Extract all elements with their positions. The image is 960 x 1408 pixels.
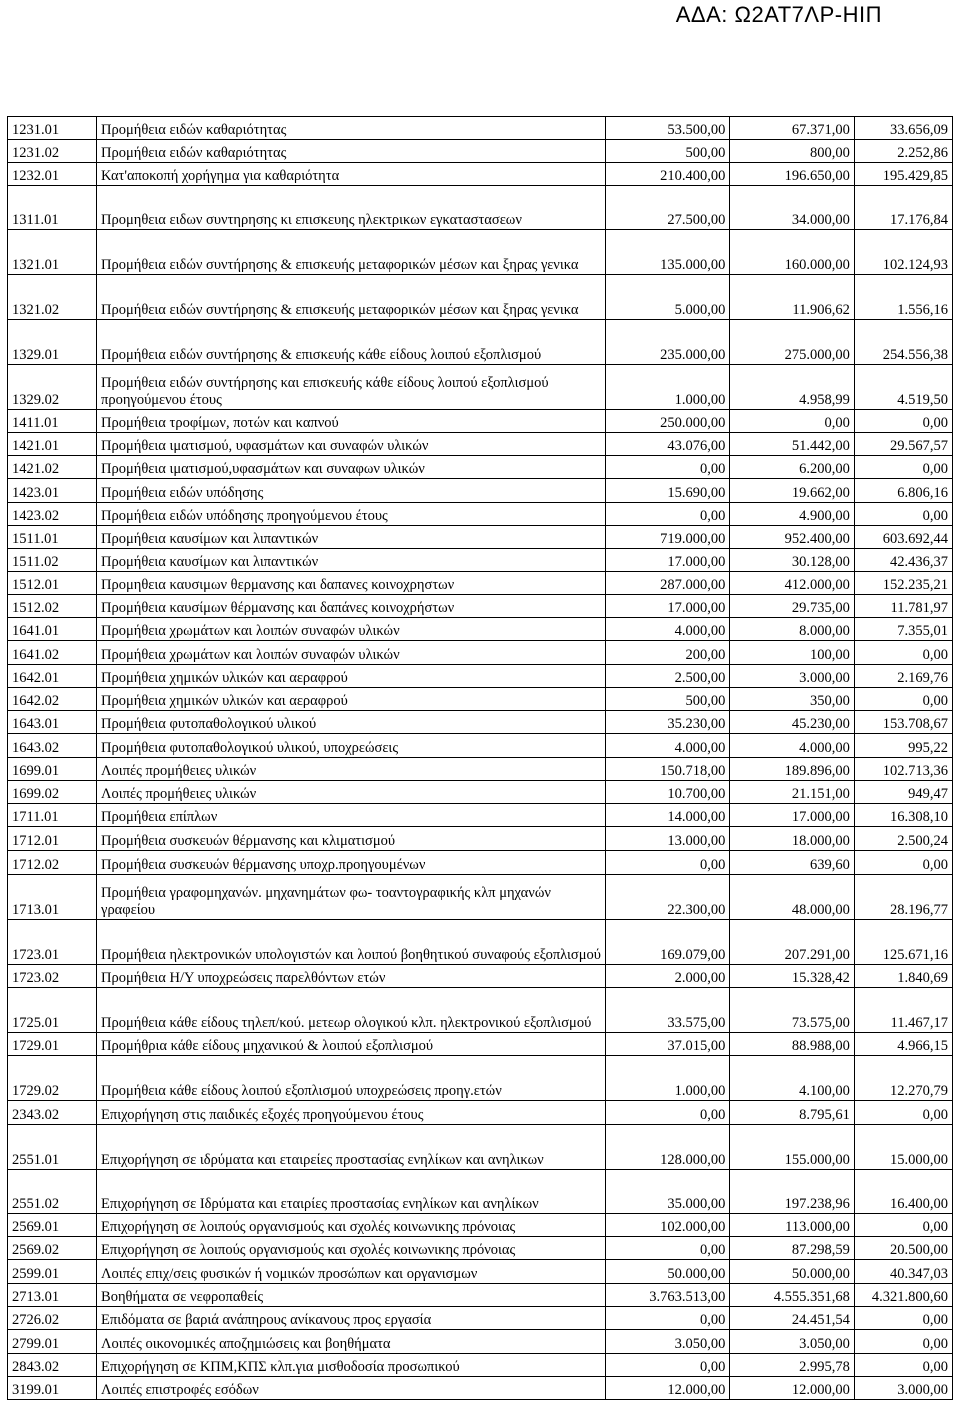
account-description: Προμήθεια καυσίμων θέρμανσης και δαπάνες κοινοχρήστων xyxy=(97,595,606,618)
account-description: Προμηθεια καυσιμων θερμανσης και δαπανες κοινοχρηστων xyxy=(97,572,606,595)
account-code: 2551.02 xyxy=(8,1170,97,1214)
amount-col-1: 150.718,00 xyxy=(605,758,729,781)
table-row xyxy=(8,410,953,433)
amount-col-2: 34.000,00 xyxy=(730,186,854,230)
amount-col-1: 0,00 xyxy=(605,503,729,526)
account-description: Προμήθεια χημικών υλικών και αεραφρού xyxy=(97,665,606,688)
amount-col-2: 4.958,99 xyxy=(730,365,854,410)
account-description: Επιδόματα σε βαριά ανάπηρους ανίκανους προς εργασία xyxy=(97,1307,606,1330)
account-code: 1321.02 xyxy=(8,275,97,320)
amount-col-1: 27.500,00 xyxy=(605,186,729,230)
amount-col-3: 6.806,16 xyxy=(854,479,952,503)
amount-col-3: 949,47 xyxy=(854,781,952,804)
amount-col-2: 189.896,00 xyxy=(730,758,854,781)
account-code: 2569.02 xyxy=(8,1237,97,1260)
table-row xyxy=(8,1260,953,1284)
amount-col-1: 250.000,00 xyxy=(605,410,729,433)
account-description: Επιχορήγηση σε Ιδρύματα και εταιρίες προστασίας ενηλίκων και ανηλίκων xyxy=(97,1170,606,1214)
account-description: Επιχορήγηση σε λοιπούς οργανισμούς και σχολές κοινωνικης πρόνοιας xyxy=(97,1237,606,1260)
amount-col-2: 100,00 xyxy=(730,641,854,665)
account-code: 1729.02 xyxy=(8,1056,97,1101)
amount-col-1: 0,00 xyxy=(605,1354,729,1377)
account-description: Προμήθεια ειδών καθαριότητας xyxy=(97,140,606,163)
table-row xyxy=(8,1125,953,1170)
table-row xyxy=(8,163,953,186)
amount-col-2: 207.291,00 xyxy=(730,920,854,965)
account-description: Προμήθεια φυτοπαθολογικού υλικού xyxy=(97,711,606,734)
account-description: Προμήθεια χρωμάτων και λοιπών συναφών υλικών xyxy=(97,618,606,641)
amount-col-3: 254.556,38 xyxy=(854,320,952,365)
amount-col-1: 500,00 xyxy=(605,140,729,163)
amount-col-3: 11.781,97 xyxy=(854,595,952,618)
amount-col-3: 995,22 xyxy=(854,734,952,758)
amount-col-1: 1.000,00 xyxy=(605,1056,729,1101)
account-code: 1511.01 xyxy=(8,526,97,549)
account-description: Προμήθεια καυσίμων και λιπαντικών xyxy=(97,549,606,572)
amount-col-3: 195.429,85 xyxy=(854,163,952,186)
amount-col-1: 210.400,00 xyxy=(605,163,729,186)
amount-col-2: 4.100,00 xyxy=(730,1056,854,1101)
account-code: 3199.01 xyxy=(8,1377,97,1400)
amount-col-2: 155.000,00 xyxy=(730,1125,854,1170)
amount-col-3: 0,00 xyxy=(854,1307,952,1330)
amount-col-2: 2.995,78 xyxy=(730,1354,854,1377)
account-description: Κατ'αποκοπή χορήγημα για καθαριότητα xyxy=(97,163,606,186)
amount-col-3: 0,00 xyxy=(854,641,952,665)
account-description: Προμήθεια επίπλων xyxy=(97,804,606,827)
account-description: Προμήθεια ειδών καθαριότητας xyxy=(97,117,606,140)
amount-col-2: 350,00 xyxy=(730,688,854,711)
amount-col-1: 0,00 xyxy=(605,851,729,875)
amount-col-1: 200,00 xyxy=(605,641,729,665)
amount-col-3: 0,00 xyxy=(854,503,952,526)
amount-col-3: 125.671,16 xyxy=(854,920,952,965)
amount-col-1: 4.000,00 xyxy=(605,734,729,758)
amount-col-1: 10.700,00 xyxy=(605,781,729,804)
account-description: Λοιπές επιχ/σεις φυσικών ή νομικών προσώπων και οργανισμων xyxy=(97,1260,606,1284)
amount-col-3: 0,00 xyxy=(854,456,952,479)
amount-col-2: 45.230,00 xyxy=(730,711,854,734)
table-row xyxy=(8,804,953,827)
amount-col-1: 14.000,00 xyxy=(605,804,729,827)
amount-col-3: 4.966,15 xyxy=(854,1033,952,1056)
amount-col-2: 952.400,00 xyxy=(730,526,854,549)
account-code: 1423.02 xyxy=(8,503,97,526)
amount-col-3: 17.176,84 xyxy=(854,186,952,230)
amount-col-3: 2.169,76 xyxy=(854,665,952,688)
account-description: Λοιπές οικονομικές αποζημιώσεις και βοηθήματα xyxy=(97,1330,606,1354)
account-code: 1711.01 xyxy=(8,804,97,827)
account-description: Προμήθεια ειδών υπόδησης προηγούμενου έτους xyxy=(97,503,606,526)
amount-col-2: 4.900,00 xyxy=(730,503,854,526)
account-code: 2726.02 xyxy=(8,1307,97,1330)
amount-col-3: 102.713,36 xyxy=(854,758,952,781)
amount-col-1: 2.500,00 xyxy=(605,665,729,688)
amount-col-3: 0,00 xyxy=(854,851,952,875)
amount-col-1: 43.076,00 xyxy=(605,433,729,456)
account-code: 1643.02 xyxy=(8,734,97,758)
account-code: 2713.01 xyxy=(8,1284,97,1307)
amount-col-2: 4.555.351,68 xyxy=(730,1284,854,1307)
table-row xyxy=(8,572,953,595)
amount-col-1: 0,00 xyxy=(605,1101,729,1125)
amount-col-1: 2.000,00 xyxy=(605,965,729,988)
account-description: Προμήθεια ιματισμού, υφασμάτων και συναφών υλικών xyxy=(97,433,606,456)
amount-col-1: 15.690,00 xyxy=(605,479,729,503)
table-row xyxy=(8,456,953,479)
amount-col-3: 3.000,00 xyxy=(854,1377,952,1400)
table-row xyxy=(8,711,953,734)
amount-col-2: 30.128,00 xyxy=(730,549,854,572)
amount-col-1: 128.000,00 xyxy=(605,1125,729,1170)
table-row xyxy=(8,503,953,526)
account-description: Λοιπές προμήθειες υλικών xyxy=(97,781,606,804)
account-code: 1642.01 xyxy=(8,665,97,688)
table-row xyxy=(8,365,953,410)
account-description: Επιχορήγηση σε ΚΠΜ,ΚΠΣ κλπ.για μισθοδοσία προσωπικού xyxy=(97,1354,606,1377)
account-description: Προμήθεια χημικών υλικών και αεραφρού xyxy=(97,688,606,711)
amount-col-1: 4.000,00 xyxy=(605,618,729,641)
amount-col-1: 3.050,00 xyxy=(605,1330,729,1354)
ada-code: ΑΔΑ: Ω2ΑΤ7ΛΡ-ΗΙΠ xyxy=(675,2,882,27)
amount-col-2: 196.650,00 xyxy=(730,163,854,186)
budget-table xyxy=(7,116,953,1400)
amount-col-2: 21.151,00 xyxy=(730,781,854,804)
amount-col-3: 40.347,03 xyxy=(854,1260,952,1284)
table-row xyxy=(8,758,953,781)
amount-col-2: 48.000,00 xyxy=(730,875,854,920)
amount-col-3: 16.308,10 xyxy=(854,804,952,827)
account-code: 1643.01 xyxy=(8,711,97,734)
table-row xyxy=(8,549,953,572)
amount-col-3: 0,00 xyxy=(854,1214,952,1237)
account-description: Προμήθεια τροφίμων, ποτών και καπνού xyxy=(97,410,606,433)
amount-col-2: 29.735,00 xyxy=(730,595,854,618)
amount-col-3: 2.252,86 xyxy=(854,140,952,163)
amount-col-3: 0,00 xyxy=(854,410,952,433)
account-description: Προμήθεια ειδών συντήρησης & επισκευής μεταφορικών μέσων και ξηρας γενικα xyxy=(97,275,606,320)
amount-col-3: 28.196,77 xyxy=(854,875,952,920)
amount-col-2: 8.795,61 xyxy=(730,1101,854,1125)
account-description: Προμηθεια ειδων συντηρησης κι επισκευης ηλεκτρικων εγκαταστασεων xyxy=(97,186,606,230)
amount-col-2: 275.000,00 xyxy=(730,320,854,365)
table-row xyxy=(8,1377,953,1400)
account-description: Προμήθεια γραφομηχανών. μηχανημάτων φω- τοαντογραφικής κλπ μηχανών γραφείου xyxy=(97,875,606,920)
amount-col-3: 153.708,67 xyxy=(854,711,952,734)
amount-col-3: 102.124,93 xyxy=(854,230,952,275)
table-row xyxy=(8,920,953,965)
account-code: 1329.02 xyxy=(8,365,97,410)
amount-col-3: 12.270,79 xyxy=(854,1056,952,1101)
account-description: Προμήθεια συσκευών θέρμανσης και κλιματισμού xyxy=(97,827,606,851)
amount-col-1: 13.000,00 xyxy=(605,827,729,851)
account-code: 2343.02 xyxy=(8,1101,97,1125)
amount-col-2: 197.238,96 xyxy=(730,1170,854,1214)
account-description: Λοιπές επιστροφές εσόδων xyxy=(97,1377,606,1400)
amount-col-3: 16.400,00 xyxy=(854,1170,952,1214)
account-code: 1729.01 xyxy=(8,1033,97,1056)
amount-col-3: 15.000,00 xyxy=(854,1125,952,1170)
table-row xyxy=(8,479,953,503)
account-description: Προμήθεια Η/Υ υποχρεώσεις παρελθόντων ετών xyxy=(97,965,606,988)
account-code: 1231.01 xyxy=(8,117,97,140)
amount-col-3: 4.321.800,60 xyxy=(854,1284,952,1307)
amount-col-3: 7.355,01 xyxy=(854,618,952,641)
amount-col-2: 800,00 xyxy=(730,140,854,163)
amount-col-2: 4.000,00 xyxy=(730,734,854,758)
amount-col-1: 35.000,00 xyxy=(605,1170,729,1214)
account-code: 2569.01 xyxy=(8,1214,97,1237)
account-description: Προμήθεια ειδών υπόδησης xyxy=(97,479,606,503)
amount-col-2: 50.000,00 xyxy=(730,1260,854,1284)
account-code: 1641.02 xyxy=(8,641,97,665)
account-code: 1699.02 xyxy=(8,781,97,804)
amount-col-3: 0,00 xyxy=(854,688,952,711)
amount-col-2: 6.200,00 xyxy=(730,456,854,479)
account-code: 1723.02 xyxy=(8,965,97,988)
table-row xyxy=(8,186,953,230)
account-description: Επιχορήγηση στις παιδικές εξοχές προηγούμενου έτους xyxy=(97,1101,606,1125)
amount-col-1: 0,00 xyxy=(605,1307,729,1330)
amount-col-1: 0,00 xyxy=(605,456,729,479)
amount-col-3: 29.567,57 xyxy=(854,433,952,456)
account-code: 2799.01 xyxy=(8,1330,97,1354)
amount-col-2: 639,60 xyxy=(730,851,854,875)
table-row xyxy=(8,117,953,140)
amount-col-1: 37.015,00 xyxy=(605,1033,729,1056)
amount-col-3: 0,00 xyxy=(854,1354,952,1377)
amount-col-3: 152.235,21 xyxy=(854,572,952,595)
account-code: 1311.01 xyxy=(8,186,97,230)
table-row xyxy=(8,1237,953,1260)
amount-col-3: 0,00 xyxy=(854,1101,952,1125)
amount-col-1: 22.300,00 xyxy=(605,875,729,920)
account-description: Προμήθεια ιματισμού,υφασμάτων και συναφων υλικών xyxy=(97,456,606,479)
account-description: Προμήθεια καυσίμων και λιπαντικών xyxy=(97,526,606,549)
account-description: Προμήθεια φυτοπαθολογικού υλικού, υποχρεώσεις xyxy=(97,734,606,758)
amount-col-2: 17.000,00 xyxy=(730,804,854,827)
amount-col-2: 3.050,00 xyxy=(730,1330,854,1354)
amount-col-2: 8.000,00 xyxy=(730,618,854,641)
table-row xyxy=(8,230,953,275)
account-description: Επιχορήγηση σε λοιπούς οργανισμούς και σχολές κοινωνικης πρόνοιας xyxy=(97,1214,606,1237)
table-row xyxy=(8,851,953,875)
account-code: 1329.01 xyxy=(8,320,97,365)
account-code: 1321.01 xyxy=(8,230,97,275)
table-row xyxy=(8,618,953,641)
amount-col-2: 88.988,00 xyxy=(730,1033,854,1056)
amount-col-1: 50.000,00 xyxy=(605,1260,729,1284)
table-row xyxy=(8,875,953,920)
account-code: 1712.02 xyxy=(8,851,97,875)
table-row xyxy=(8,827,953,851)
amount-col-1: 33.575,00 xyxy=(605,988,729,1033)
amount-col-1: 5.000,00 xyxy=(605,275,729,320)
account-description: Λοιπές προμήθειες υλικών xyxy=(97,758,606,781)
amount-col-2: 51.442,00 xyxy=(730,433,854,456)
table-row xyxy=(8,595,953,618)
table-row xyxy=(8,734,953,758)
amount-col-2: 87.298,59 xyxy=(730,1237,854,1260)
account-code: 1713.01 xyxy=(8,875,97,920)
account-code: 1512.02 xyxy=(8,595,97,618)
amount-col-2: 3.000,00 xyxy=(730,665,854,688)
account-code: 1423.01 xyxy=(8,479,97,503)
amount-col-3: 2.500,24 xyxy=(854,827,952,851)
amount-col-1: 102.000,00 xyxy=(605,1214,729,1237)
account-code: 1421.02 xyxy=(8,456,97,479)
amount-col-1: 12.000,00 xyxy=(605,1377,729,1400)
account-code: 1411.01 xyxy=(8,410,97,433)
table-row xyxy=(8,1101,953,1125)
amount-col-1: 500,00 xyxy=(605,688,729,711)
table-row xyxy=(8,275,953,320)
table-row xyxy=(8,1284,953,1307)
table-row xyxy=(8,140,953,163)
account-code: 1641.01 xyxy=(8,618,97,641)
amount-col-1: 35.230,00 xyxy=(605,711,729,734)
table-row xyxy=(8,988,953,1033)
account-code: 1725.01 xyxy=(8,988,97,1033)
amount-col-2: 73.575,00 xyxy=(730,988,854,1033)
amount-col-1: 1.000,00 xyxy=(605,365,729,410)
table-row xyxy=(8,965,953,988)
table-row xyxy=(8,1056,953,1101)
amount-col-1: 3.763.513,00 xyxy=(605,1284,729,1307)
amount-col-1: 53.500,00 xyxy=(605,117,729,140)
table-row xyxy=(8,1214,953,1237)
account-description: Προμήθεια ειδών συντήρησης & επισκευής μεταφορικών μέσων και ξηρας γενικα xyxy=(97,230,606,275)
account-description: Προμήθεια ειδών συντήρησης & επισκευής κάθε είδους λοιπού εξοπλισμού xyxy=(97,320,606,365)
amount-col-2: 24.451,54 xyxy=(730,1307,854,1330)
account-code: 2551.01 xyxy=(8,1125,97,1170)
account-description: Προμήθεια χρωμάτων και λοιπών συναφών υλικών xyxy=(97,641,606,665)
amount-col-1: 719.000,00 xyxy=(605,526,729,549)
amount-col-2: 67.371,00 xyxy=(730,117,854,140)
amount-col-1: 17.000,00 xyxy=(605,595,729,618)
budget-table-body xyxy=(8,117,953,1400)
account-code: 1642.02 xyxy=(8,688,97,711)
table-row xyxy=(8,1330,953,1354)
amount-col-1: 135.000,00 xyxy=(605,230,729,275)
amount-col-2: 412.000,00 xyxy=(730,572,854,595)
account-code: 1699.01 xyxy=(8,758,97,781)
amount-col-1: 0,00 xyxy=(605,1237,729,1260)
table-row xyxy=(8,320,953,365)
account-code: 1421.01 xyxy=(8,433,97,456)
amount-col-3: 4.519,50 xyxy=(854,365,952,410)
account-description: Προμήθεια κάθε είδους τηλεπ/κού. μετεωρ ολογικού κλπ. ηλεκτρονικού εξοπλισμού xyxy=(97,988,606,1033)
amount-col-3: 1.556,16 xyxy=(854,275,952,320)
amount-col-2: 15.328,42 xyxy=(730,965,854,988)
amount-col-2: 113.000,00 xyxy=(730,1214,854,1237)
account-code: 1712.01 xyxy=(8,827,97,851)
amount-col-2: 0,00 xyxy=(730,410,854,433)
account-description: Βοηθήματα σε νεφροπαθείς xyxy=(97,1284,606,1307)
account-code: 1723.01 xyxy=(8,920,97,965)
amount-col-2: 11.906,62 xyxy=(730,275,854,320)
account-description: Επιχορήγηση σε ιδρύματα και εταιρείες προστασίας ενηλίκων και ανηλικων xyxy=(97,1125,606,1170)
table-row xyxy=(8,1307,953,1330)
amount-col-3: 42.436,37 xyxy=(854,549,952,572)
account-code: 1511.02 xyxy=(8,549,97,572)
amount-col-2: 19.662,00 xyxy=(730,479,854,503)
table-row xyxy=(8,781,953,804)
table-row xyxy=(8,1033,953,1056)
table-row xyxy=(8,665,953,688)
account-description: Προμήθεια συσκευών θέρμανσης υποχρ.προηγουμένων xyxy=(97,851,606,875)
amount-col-1: 235.000,00 xyxy=(605,320,729,365)
account-code: 1231.02 xyxy=(8,140,97,163)
amount-col-2: 18.000,00 xyxy=(730,827,854,851)
account-code: 2843.02 xyxy=(8,1354,97,1377)
table-row xyxy=(8,1354,953,1377)
account-code: 1512.01 xyxy=(8,572,97,595)
amount-col-1: 287.000,00 xyxy=(605,572,729,595)
amount-col-3: 33.656,09 xyxy=(854,117,952,140)
table-row xyxy=(8,526,953,549)
amount-col-3: 603.692,44 xyxy=(854,526,952,549)
amount-col-3: 0,00 xyxy=(854,1330,952,1354)
amount-col-3: 20.500,00 xyxy=(854,1237,952,1260)
account-code: 1232.01 xyxy=(8,163,97,186)
table-row xyxy=(8,688,953,711)
table-row xyxy=(8,641,953,665)
amount-col-2: 12.000,00 xyxy=(730,1377,854,1400)
account-description: Προμήθεια κάθε είδους λοιπού εξοπλισμού υποχρεώσεις προηγ.ετών xyxy=(97,1056,606,1101)
account-description: Προμήθεια ηλεκτρονικών υπολογιστών και λοιπού βοηθητικού συναφούς εξοπλισμού xyxy=(97,920,606,965)
account-code: 2599.01 xyxy=(8,1260,97,1284)
table-row xyxy=(8,433,953,456)
amount-col-1: 17.000,00 xyxy=(605,549,729,572)
amount-col-1: 169.079,00 xyxy=(605,920,729,965)
account-description: Προμήθρια κάθε είδους μηχανικού & λοιπού εξοπλισμού xyxy=(97,1033,606,1056)
amount-col-3: 1.840,69 xyxy=(854,965,952,988)
table-row xyxy=(8,1170,953,1214)
account-description: Προμήθεια ειδών συντήρησης και επισκευής κάθε είδους λοιπού εξοπλισμού προηγούμενου έτους xyxy=(97,365,606,410)
amount-col-3: 11.467,17 xyxy=(854,988,952,1033)
amount-col-2: 160.000,00 xyxy=(730,230,854,275)
